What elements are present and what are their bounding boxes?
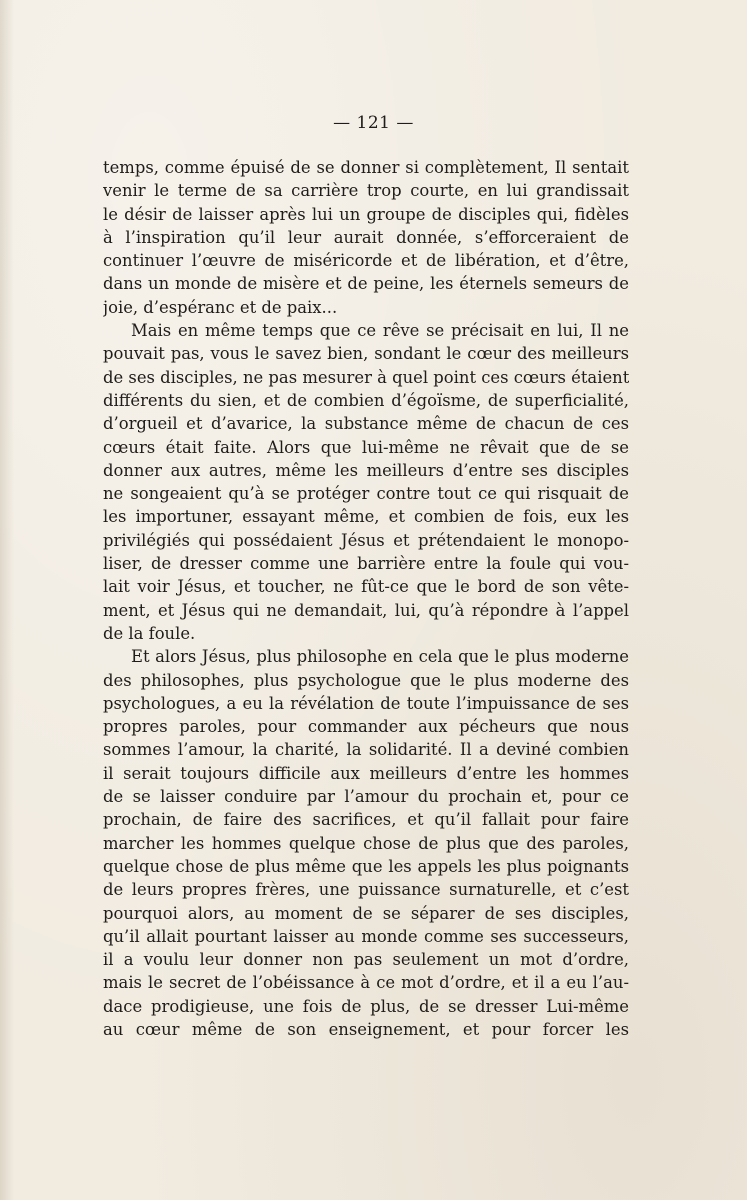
text-line: donner aux autres, même les meilleurs d’entre ses disciples: [103, 460, 629, 480]
text-line: pourquoi alors, au moment de se séparer de ses disciples,: [103, 903, 629, 923]
text-line: quelque chose de plus même que les appels les plus poignants: [103, 856, 629, 876]
text-line: liser, de dresser comme une barrière entre la foule qui vou-: [103, 554, 629, 574]
text-line: de leurs propres frères, une puissance surnaturelle, et c’est: [103, 880, 629, 900]
text-line: marcher les hommes quelque chose de plus que des paroles,: [103, 833, 629, 853]
text-line: prochain, de faire des sacrifices, et qu’il fallait pour faire: [103, 810, 629, 830]
text-line: joie, d’espéranc et de paix...: [103, 297, 338, 317]
text-line: de la foule.: [103, 623, 196, 643]
text-line: au cœur même de son enseignement, et pour forcer les: [103, 1019, 629, 1039]
text-line: psychologues, a eu la révélation de toute l’impuissance de ses: [103, 693, 629, 713]
text-line: sommes l’amour, la charité, la solidarité. Il a deviné combien: [103, 740, 629, 760]
text-line: ment, et Jésus qui ne demandait, lui, qu’à répondre à l’appel: [103, 600, 629, 620]
text-line: propres paroles, pour commander aux pécheurs que nous: [103, 717, 629, 737]
text-line: le désir de laisser après lui un groupe de disciples qui, fidèles: [103, 204, 629, 224]
text-line: il a voulu leur donner non pas seulement un mot d’ordre,: [103, 950, 629, 970]
text-line: Et alors Jésus, plus philosophe en cela que le plus moderne: [131, 647, 629, 667]
page-number: — 121 —: [333, 113, 414, 133]
text-line: d’orgueil et d’avarice, la substance même de chacun de ces: [103, 414, 629, 434]
page-gutter-shadow: [0, 0, 14, 1200]
text-line: les importuner, essayant même, et combien de fois, eux les: [103, 507, 629, 527]
text-line: venir le terme de sa carrière trop courte, en lui grandissait: [103, 181, 629, 201]
text-line: cœurs était faite. Alors que lui-même ne rêvait que de se: [103, 437, 629, 457]
text-line: de se laisser conduire par l’amour du prochain et, pour ce: [103, 787, 629, 807]
text-line: dans un monde de misère et de peine, les éternels semeurs de: [103, 274, 629, 294]
text-line: temps, comme épuisé de se donner si complètement, Il sentait: [103, 158, 629, 177]
text-line: des philosophes, plus psychologue que le plus moderne des: [103, 670, 629, 690]
text-line: lait voir Jésus, et toucher, ne fût-ce que le bord de son vête-: [103, 577, 629, 597]
text-line: pouvait pas, vous le savez bien, sondant le cœur des meilleurs: [103, 344, 629, 364]
text-line: mais le secret de l’obéissance à ce mot d’ordre, et il a eu l’au-: [103, 973, 629, 993]
text-line: ne songeaient qu’à se protéger contre tout ce qui risquait de: [103, 484, 629, 504]
text-line: Mais en même temps que ce rêve se précisait en lui, Il ne: [131, 321, 629, 341]
body-text: [103, 156, 629, 1041]
text-line: de ses disciples, ne pas mesurer à quel point ces cœurs étaient: [103, 367, 629, 387]
text-line: il serait toujours difficile aux meilleurs d’entre les hommes: [103, 763, 629, 783]
text-line: différents du sien, et de combien d’égoïsme, de superficialité,: [103, 390, 629, 410]
text-line: continuer l’œuvre de miséricorde et de libération, et d’être,: [103, 251, 629, 271]
text-line: dace prodigieuse, une fois de plus, de se dresser Lui-même: [103, 996, 629, 1016]
text-line: à l’inspiration qu’il leur aurait donnée, s’efforceraient de: [103, 227, 629, 247]
text-line: privilégiés qui possédaient Jésus et prétendaient le monopo-: [103, 530, 629, 550]
text-line: qu’il allait pourtant laisser au monde comme ses successeurs,: [103, 926, 629, 946]
